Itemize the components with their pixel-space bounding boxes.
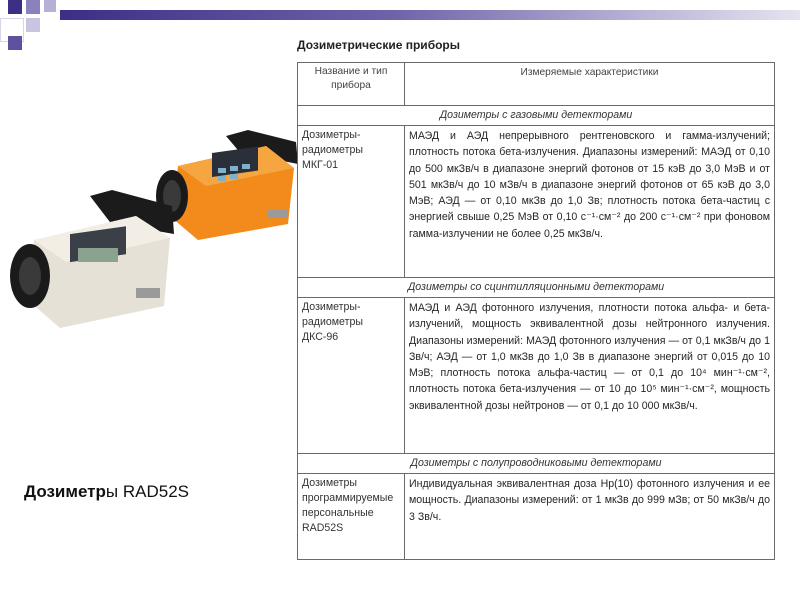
section-title: Дозиметры с полупроводниковыми детекторами (298, 454, 775, 474)
table-row (298, 126, 775, 278)
header-measure-column: Измеряемые характеристики (405, 63, 775, 106)
device-name: Дозиметры-радиометры ДКС-96 (298, 298, 405, 454)
device-description: Индивидуальная эквивалентная доза Hp(10) фотонного излучения и ее мощность. Диапазоны измерений: от 1 мкЗв до 999 мЗв; от 50 мкЗв/ч до 3 Зв/ч. (405, 474, 775, 560)
device-description: МАЭД и АЭД непрерывного рентгеновского и гамма-излучений; плотность потока бета-излучения. Диапазоны измерений: МАЭД от 0,10 до 500 мкЗв/ч в диапазоне энергий фотонов от 15 кэВ до 3,0 МэВ и от 501 мкЗв/ч до 10 мЗв/ч в диапазоне энергий фотонов от 65 кэВ до 3,0 МэВ; АЭД — от 0,10 мкЗв до 1,0 Зв; плотность потока бета-частиц с энергией свыше 0,25 МэВ от 0,10 с⁻¹·см⁻² до 200 с⁻¹·см⁻² при фоновом гамма-излучении не более 0,25 мкЗв/ч. (405, 126, 775, 278)
table-row (298, 474, 775, 560)
dosimeter-table (297, 62, 775, 560)
section-row (298, 454, 775, 474)
caption-bold: Дозиметр (24, 482, 106, 501)
device-description: МАЭД и АЭД фотонного излучения, плотности потока альфа- и бета-излучений, мощность эквивалентной дозы нейтронного излучения. Диапазоны измерений: МАЭД фотонного излучения — от 0,1 мкЗв/ч до 1 Зв/ч; АЭД — от 1,0 мкЗв до 1,0 Зв в диапазоне энергий от 0,015 до 10 МэВ; плотность потока альфа-частиц — от 0,1 до 10⁴ мин⁻¹·см⁻², плотность потока бета-излучения — от 10 до 10⁵ мин⁻¹·см⁻², мощность эквивалентной дозы нейтронов — от 0,1 до 10 000 мкЗв/ч. (405, 298, 775, 454)
document-title: Дозиметрические приборы (297, 38, 461, 52)
section-row (298, 106, 775, 126)
header-name-column: Название и тип прибора (298, 63, 405, 106)
table-row (298, 298, 775, 454)
section-row (298, 278, 775, 298)
device-name: Дозиметры программируемые персональные RAD52S (298, 474, 405, 560)
slide-caption (24, 482, 189, 502)
table-header-row (298, 63, 775, 106)
device-name: Дозиметры-радиометры МКГ-01 (298, 126, 405, 278)
caption-rest: ы RAD52S (105, 482, 189, 501)
header-band (60, 10, 800, 20)
grey-dosimeter-image (0, 188, 190, 338)
section-title: Дозиметры со сцинтилляционными детекторами (298, 278, 775, 298)
section-title: Дозиметры с газовыми детекторами (298, 106, 775, 126)
